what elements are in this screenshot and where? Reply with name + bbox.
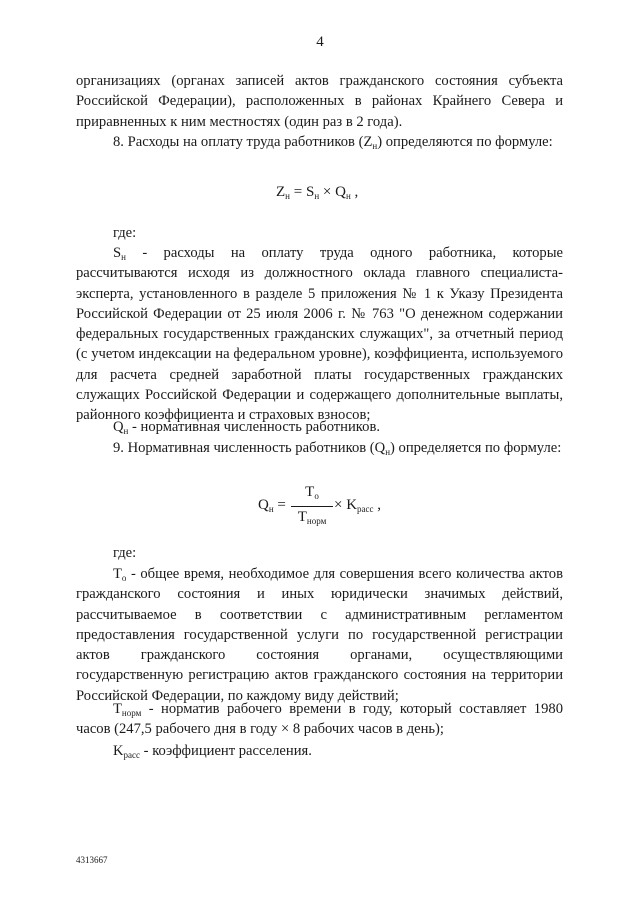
definition-tnorm: $T_{норм}$ - норматив рабочего времени в году, который составляет 1980 часов (247,5 рабочего дня в году × 8 рабочих часов в день); <box>76 701 563 738</box>
page-number: 4 <box>316 34 324 50</box>
paragraph-8: 8. Расходы на оплату труда работников $(Z_н)$ определяются по формуле: <box>113 134 553 151</box>
formula2-denominator: $T_{норм}$ <box>297 509 327 526</box>
where-label-1: где: <box>113 225 137 241</box>
document-code: 4313667 <box>76 855 108 865</box>
paragraph-continuation: организациях (органах записей актов гражданского состояния субъекта Российской Федерации), расположенных в районах Крайнего Севера и приравненных к ним местностях (один раз в 2 года). <box>76 73 563 130</box>
formula-wage-expenses: $Z_н = S_н \times Q_н$ , <box>276 184 359 201</box>
definition-qn: $Q_н$ - нормативная численность работников. <box>113 419 380 436</box>
definition-to: $T_о$ - общее время, необходимое для совершения всего количества актов гражданского состояния и иных юридически значимых действий, рассчитываемое в соответствии с административным регламентом предоставления государственной услуги по государственной регистрации актов гражданского состояния органами, осуществляющими государственную регистрацию актов гражданского состояния на территории Российской Федерации, по каждому виду действий; <box>76 566 563 704</box>
definition-sn: $S_н$ - расходы на оплату труда одного работника, которые рассчитываются исходя из должностного оклада главного специалиста-эксперта, установленного в разделе 5 приложения № 1 к Указу Президента Российской Федерации от 25 июля 2006 г. № 763 "О денежном содержании федеральных государственных гражданских служащих", за отчетный период (с учетом индексации на федеральном уровне), коэффициента, используемого для расчета средней заработной платы государственных гражданских служащих Российской Федерации и содержащего дополнительные выплаты, районного коэффициента и страховых взносов; <box>76 245 563 424</box>
definition-krass: $K_{расс}$ - коэффициент расселения. <box>113 743 312 760</box>
formula2-lhs: $Q_н$ = <box>258 497 286 514</box>
paragraph-9: 9. Нормативная численность работников $(Q_н)$ определяется по формуле: <box>113 440 562 457</box>
formula2-numerator: $T_о$ <box>305 484 319 501</box>
fraction-bar <box>291 506 333 507</box>
where-label-2: где: <box>113 545 137 561</box>
formula2-multiplier: × $K_{расс}$ , <box>334 497 382 514</box>
